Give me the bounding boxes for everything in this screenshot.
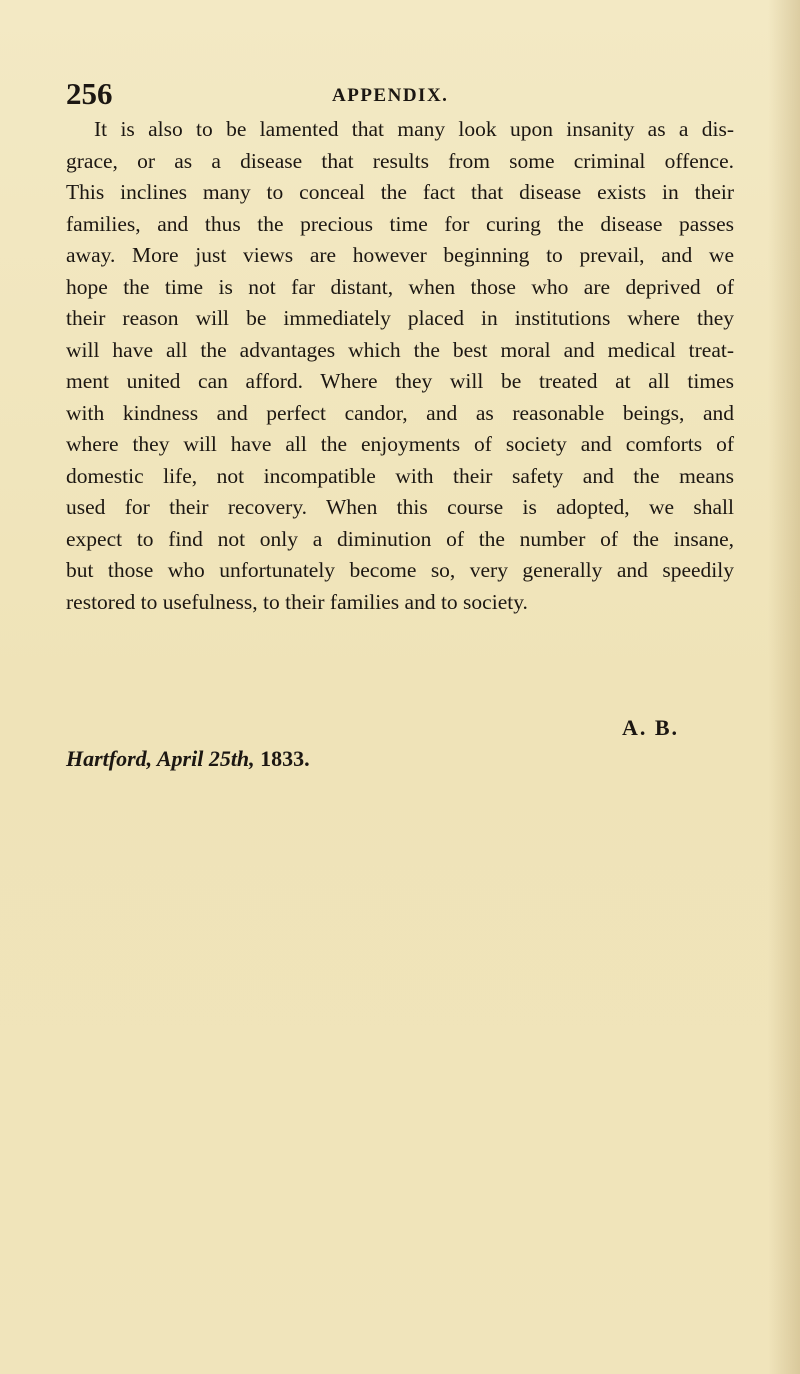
dateline — [66, 745, 310, 773]
text-line: This inclines many to conceal the fact that disease exists in their — [66, 180, 734, 204]
running-head: APPENDIX. — [332, 85, 449, 106]
text-line: families, and thus the precious time for curing the disease passes — [66, 211, 734, 236]
author-signature: A. B. — [622, 715, 680, 740]
text-line: ment united can afford. Where they will be treated at all times — [66, 369, 734, 393]
text-line: restored to usefulness, to their families and to society. — [66, 589, 528, 614]
text-line: used for their recovery. When this course is adopted, we shall — [66, 495, 734, 519]
text-line: away. More just views are however beginning to prevail, and we — [66, 243, 734, 267]
page-number: 256 — [66, 76, 113, 111]
text-line: grace, or as a disease that results from some criminal offence. — [66, 148, 734, 173]
text-line: with kindness and perfect candor, and as reasonable beings, and — [66, 400, 734, 425]
page-header — [66, 76, 734, 116]
text-line: expect to find not only a diminution of the number of the insane, — [66, 526, 734, 551]
dateline-place-date: Hartford, April 25th, — [66, 746, 255, 771]
text-line: hope the time is not far distant, when those who are deprived of — [66, 274, 734, 299]
text-line: It is also to be lamented that many look upon insanity as a dis- — [94, 117, 734, 141]
text-line: domestic life, not incompatible with their safety and the means — [66, 463, 734, 488]
text-line: where they will have all the enjoyments of society and comforts of — [66, 432, 734, 456]
dateline-year: 1833. — [260, 746, 310, 771]
text-line: will have all the advantages which the best moral and medical treat- — [66, 337, 734, 362]
body-paragraph — [66, 114, 734, 618]
text-line: their reason will be immediately placed in institutions where they — [66, 306, 734, 330]
text-line: but those who unfortunately become so, very generally and speedily — [66, 558, 734, 582]
